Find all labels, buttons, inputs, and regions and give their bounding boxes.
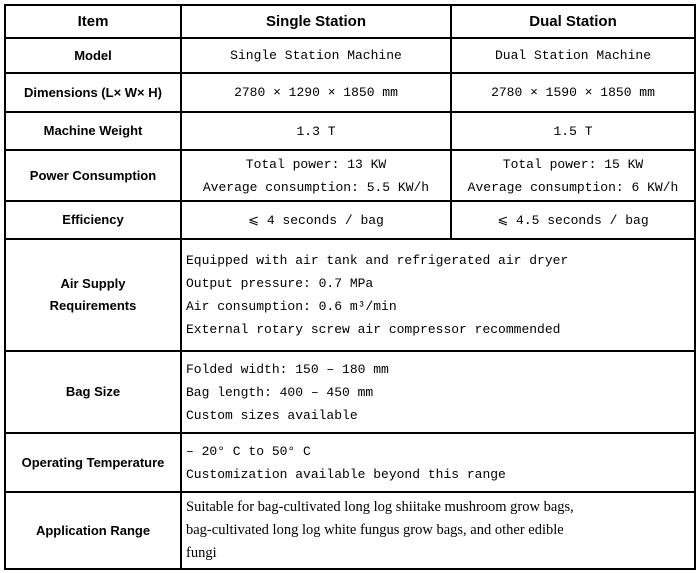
- single-efficiency: ⩽ 4 seconds / bag: [181, 201, 451, 239]
- label-model: Model: [5, 38, 181, 73]
- application-details: [181, 492, 695, 569]
- row-air-supply: [5, 239, 695, 351]
- single-model: Single Station Machine: [181, 38, 451, 73]
- bag-size-line: Folded width: 150 – 180 mm: [186, 361, 389, 377]
- row-bag-size: [5, 351, 695, 433]
- dual-dimensions: 2780 × 1590 × 1850 mm: [451, 73, 695, 112]
- label-efficiency: Efficiency: [5, 201, 181, 239]
- dual-weight: 1.5 T: [451, 112, 695, 150]
- label-temperature: Operating Temperature: [5, 433, 181, 492]
- air-supply-line: External rotary screw air compressor recommended: [186, 322, 561, 337]
- single-power-total: Total power: 13 KW: [245, 156, 387, 172]
- label-power: Power Consumption: [5, 150, 181, 201]
- single-power: [181, 150, 451, 201]
- dual-power-total: Total power: 15 KW: [502, 156, 644, 172]
- single-power-average: Average consumption: 5.5 KW/h: [202, 179, 430, 195]
- label-air-supply-line-1: Air Supply: [60, 276, 126, 291]
- header-row: [5, 5, 695, 38]
- application-line: Suitable for bag-cultivated long log shiitake mushroom grow bags,: [186, 499, 574, 515]
- label-dimensions: Dimensions (L× W× H): [5, 73, 181, 112]
- row-power: [5, 150, 695, 201]
- bag-size-details: [181, 351, 695, 433]
- label-air-supply: [5, 239, 181, 351]
- spec-table: [4, 4, 696, 570]
- temperature-line: – 20° C to 50° C: [186, 443, 311, 459]
- label-air-supply-line-2: Requirements: [49, 298, 137, 313]
- bag-size-line: Bag length: 400 – 450 mm: [186, 384, 374, 400]
- air-supply-line: Output pressure: 0.7 MPa: [186, 276, 374, 291]
- dual-power: [451, 150, 695, 201]
- dual-power-average: Average consumption: 6 KW/h: [467, 179, 679, 195]
- single-weight: 1.3 T: [181, 112, 451, 150]
- application-line: fungi: [186, 545, 217, 561]
- header-single-station: Single Station: [181, 5, 451, 38]
- label-weight: Machine Weight: [5, 112, 181, 150]
- dual-model: Dual Station Machine: [451, 38, 695, 73]
- row-efficiency: [5, 201, 695, 239]
- row-application: [5, 492, 695, 569]
- label-bag-size: Bag Size: [5, 351, 181, 433]
- row-dimensions: [5, 73, 695, 112]
- row-model: [5, 38, 695, 73]
- application-line: bag-cultivated long log white fungus grow bags, and other edible: [186, 522, 564, 538]
- dual-efficiency: ⩽ 4.5 seconds / bag: [451, 201, 695, 239]
- row-temperature: [5, 433, 695, 492]
- air-supply-details: [181, 239, 695, 351]
- header-item: Item: [5, 5, 181, 38]
- temperature-details: [181, 433, 695, 492]
- header-dual-station: Dual Station: [451, 5, 695, 38]
- bag-size-line: Custom sizes available: [186, 407, 358, 423]
- row-weight: [5, 112, 695, 150]
- temperature-line: Customization available beyond this range: [186, 466, 506, 482]
- air-supply-line: Equipped with air tank and refrigerated air dryer: [186, 253, 569, 268]
- air-supply-line: Air consumption: 0.6 m³/min: [186, 299, 397, 314]
- label-application: Application Range: [5, 492, 181, 569]
- single-dimensions: 2780 × 1290 × 1850 mm: [181, 73, 451, 112]
